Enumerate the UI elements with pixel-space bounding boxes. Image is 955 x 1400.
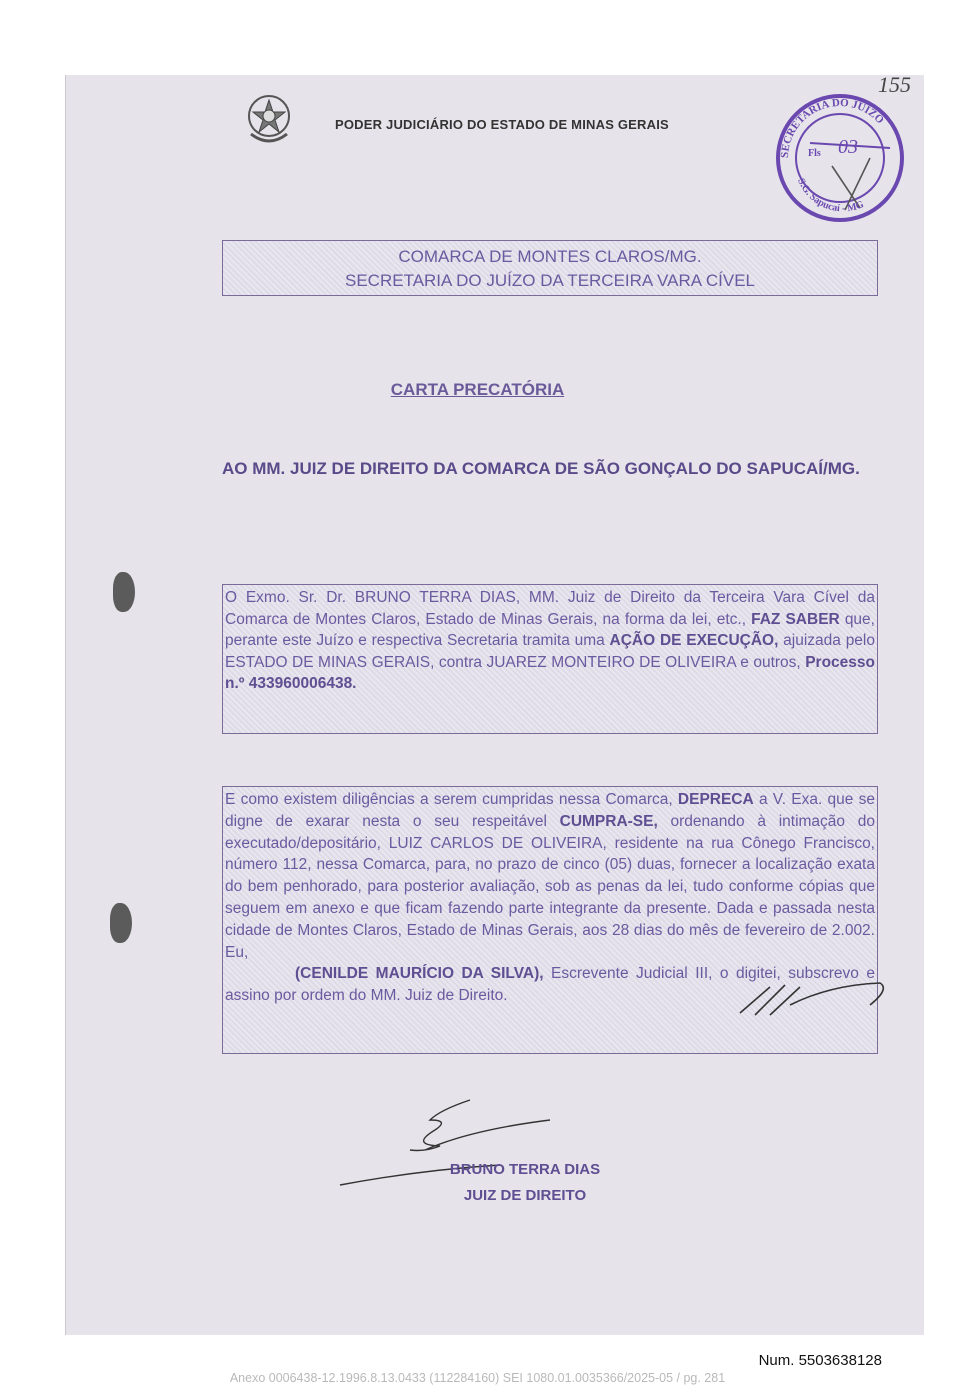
clerk-signature <box>730 975 900 1025</box>
paragraph-1-text-c: ajuizada pelo ESTADO DE MINAS GERAIS, contra JUAREZ MONTEIRO DE OLIVEIRA e outros, <box>225 632 875 671</box>
paragraph-2-bold-b: CUMPRA-SE, <box>559 812 658 830</box>
stamp-fls-label: Fls <box>808 148 821 159</box>
judge-name: BRUNO TERRA DIAS <box>449 1161 601 1178</box>
punch-hole-top <box>113 572 135 612</box>
addressee: AO MM. JUIZ DE DIREITO DA COMARCA DE SÃO GONÇALO DO SAPUCAÍ/MG. <box>222 459 860 478</box>
paragraph-1-text-a: O Exmo. Sr. Dr. BRUNO TERRA DIAS, MM. Juiz de Direito da Terceira Vara Cível da Comarca de Montes Claros, Estado de Minas Gerais, na forma da lei, etc., <box>225 589 875 628</box>
document-number: Num. 5503638128 <box>758 1352 882 1369</box>
coat-of-arms-icon <box>245 90 293 150</box>
svg-text:SECRETARIA DO JUÍZO <box>779 97 886 158</box>
footer-reference: Anexo 0006438-12.1996.8.13.0433 (112284160) SEI 1080.01.0035366/2025-05 / pg. 281 <box>229 1371 726 1385</box>
judge-signature-block <box>0 1157 955 1209</box>
paragraph-2-bold-a: DEPRECA <box>677 791 754 808</box>
paragraph-1-bold-c: Processo n.º 433960006438. <box>225 653 875 692</box>
court-line-1: COMARCA DE MONTES CLAROS/MG. <box>398 247 702 266</box>
court-line-2: SECRETARIA DO JUÍZO DA TERCEIRA VARA CÍVEL <box>345 271 755 290</box>
paragraph-1-bold-b: AÇÃO DE EXECUÇÃO, <box>609 632 779 649</box>
paragraph-2-text-c: ordenando à intimação do executado/depositário, LUIZ CARLOS DE OLIVEIRA, residente na rua Cônego Francisco, número 112, nessa Comarca, para, no prazo de cinco (05) duas, fornecer a localização exata do bem penhorado, para posterior avaliação, sob as penas da lei, tudo conforme cópias que seguem em anexo e que ficam fazendo parte integrante da presente. Dada e passada nesta cidade de Montes Claros, Estado de Minas Gerais, aos 28 dias do mês de fevereiro de 2.002. Eu, <box>225 812 875 961</box>
paragraph-2-text-a: E como existem diligências a serem cumpridas nessa Comarca, <box>225 791 678 808</box>
paragraph-1-bold-a: FAZ SABER <box>751 610 840 628</box>
punch-hole-bottom <box>110 903 132 943</box>
paragraph-2-bold-c: (CENILDE MAURÍCIO DA SILVA), <box>295 965 544 983</box>
judge-role: JUIZ DE DIREITO <box>463 1187 587 1204</box>
handwritten-page-mark: 155 <box>878 72 911 97</box>
institution-header: PODER JUDICIÁRIO DO ESTADO DE MINAS GERAIS <box>335 117 669 132</box>
document-title: CARTA PRECATÓRIA <box>390 380 565 399</box>
paragraph-2-text-b: a V. Exa. que se digne de exarar nesta o seu respeitável <box>225 791 875 830</box>
court-header-box <box>222 240 878 296</box>
stamp-ring-text: SECRETARIA DO JUÍZO <box>778 96 887 159</box>
stamp-fls-number: 03 <box>838 136 858 158</box>
paragraph-1-text-b: que, perante este Juízo e respectiva Secretaria tramita uma <box>225 610 875 649</box>
paragraph-box-1 <box>222 584 878 734</box>
paragraph-2-text-d: Escrevente Judicial III, o digitei, subscrevo e assino por ordem do MM. Juiz de Direito. <box>225 965 875 1005</box>
stamp-bottom-text: S.G. Sapucaí - MG <box>795 176 866 215</box>
